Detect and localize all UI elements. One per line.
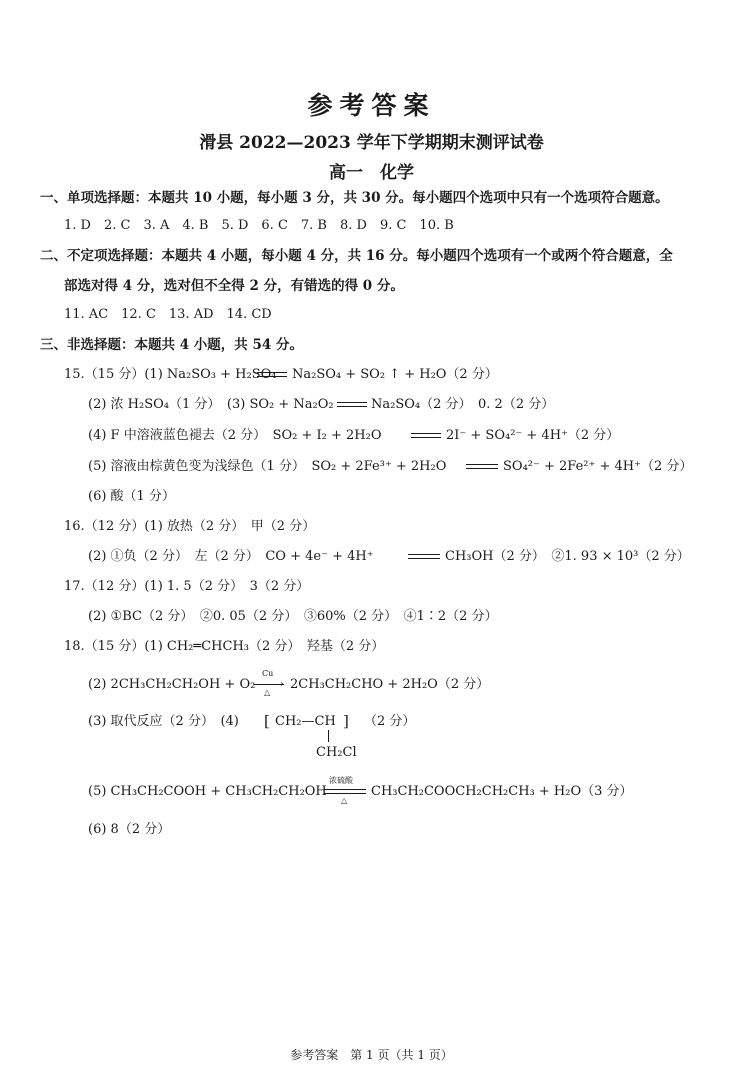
equals-sign <box>408 554 440 555</box>
heat-label: △ <box>341 796 348 805</box>
q15-line1-right: Na₂SO₄ + SO₂ ↑ + H₂O（2 分） <box>292 367 498 382</box>
polymer-bracket-right: ] <box>343 712 349 730</box>
polymer-bond <box>328 730 329 742</box>
polymer-side-chain: CH₂Cl <box>316 745 357 760</box>
equals-sign <box>411 433 441 434</box>
q15-line2-right: Na₂SO₄（2 分） 0. 2（2 分） <box>371 397 555 412</box>
q15-line5: (6) 酸（1 分） <box>88 489 175 504</box>
section-1-answers: 1. D 2. C 3. A 4. B 5. D 6. C 7. B 8. D 9. C 10. B <box>64 218 454 233</box>
equals-sign <box>257 376 287 377</box>
arrow-head-icon: › <box>280 679 284 690</box>
q15-line1-left: 15.（15 分）(1) Na₂SO₃ + H₂SO₄ <box>64 367 277 382</box>
q18-line2-right: 2CH₃CH₂CHO + 2H₂O（2 分） <box>290 677 490 692</box>
equals-sign <box>408 558 440 559</box>
equals-sign <box>337 406 367 407</box>
section-2-answers: 11. AC 12. C 13. AD 14. CD <box>64 307 272 322</box>
reaction-arrow-forward <box>324 789 366 790</box>
q15-line3-right: 2I⁻ + SO₄²⁻ + 4H⁺（2 分） <box>446 428 620 443</box>
equals-sign <box>257 372 287 373</box>
section-3-heading: 三、非选择题：本题共 4 小题，共 54 分。 <box>40 337 303 353</box>
exam-title: 滑县 2022—2023 学年下学期期末测评试卷 <box>199 133 544 153</box>
section-2-heading-2: 部选对得 4 分，选对但不全得 2 分，有错选的得 0 分。 <box>64 278 404 294</box>
q17-line1: 17.（12 分）(1) 1. 5（2 分） 3（2 分） <box>64 579 310 594</box>
q17-line2: (2) ①BC（2 分） ②0. 05（2 分） ③60%（2 分） ④1∶2（2 分） <box>88 609 498 624</box>
q15-line2-left: (2) 浓 H₂SO₄（1 分） (3) SO₂ + Na₂O₂ <box>88 397 334 412</box>
reaction-arrow-reverse <box>324 793 366 794</box>
q18-line5-right: CH₃CH₂COOCH₂CH₂CH₃ + H₂O（3 分） <box>371 784 633 799</box>
section-1-heading: 一、单项选择题：本题共 10 小题，每小题 3 分，共 30 分。每小题四个选项中只有一个选项符合题意。 <box>40 190 669 206</box>
catalyst-label: Cu <box>262 669 274 678</box>
catalyst-label: 浓硫酸 <box>329 776 353 785</box>
q15-line4-left: (5) 溶液由棕黄色变为浅绿色（1 分） SO₂ + 2Fe³⁺ + 2H₂O <box>88 459 447 474</box>
heat-label: △ <box>264 688 271 697</box>
subject-title: 高一 化学 <box>329 163 414 183</box>
equals-sign <box>466 468 498 469</box>
equals-sign <box>337 402 367 403</box>
polymer-repeat-unit: CH₂—CH <box>275 714 336 729</box>
q18-line5-left: (5) CH₃CH₂COOH + CH₃CH₂CH₂OH <box>88 784 327 799</box>
polymer-bracket-left: [ <box>264 712 270 730</box>
q18-line1: 18.（15 分）(1) CH₂═CHCH₃（2 分） 羟基（2 分） <box>64 639 385 654</box>
q18-line3-score: （2 分） <box>364 714 416 729</box>
q16-line2-right: CH₃OH（2 分） ②1. 93 × 10³（2 分） <box>445 549 690 564</box>
section-2-heading-1: 二、不定项选择题：本题共 4 小题，每小题 4 分，共 16 分。每小题四个选项有一个或两个符合题意，全 <box>40 248 673 264</box>
q18-line2-left: (2) 2CH₃CH₂CH₂OH + O₂ <box>88 677 256 692</box>
q15-line3-left: (4) F 中溶液蓝色褪去（2 分） SO₂ + I₂ + 2H₂O <box>88 428 382 443</box>
answer-title: 参考答案 <box>307 91 436 120</box>
page-footer: 参考答案 第 1 页（共 1 页） <box>290 1048 453 1062</box>
equals-sign <box>466 464 498 465</box>
equals-sign <box>411 437 441 438</box>
q18-line3-left: (3) 取代反应（2 分） (4) <box>88 714 239 729</box>
q16-line1: 16.（12 分）(1) 放热（2 分） 甲（2 分） <box>64 519 316 534</box>
q16-line2-left: (2) ①负（2 分） 左（2 分） CO + 4e⁻ + 4H⁺ <box>88 549 374 564</box>
q15-line4-right: SO₄²⁻ + 2Fe²⁺ + 4H⁺（2 分） <box>503 459 693 474</box>
q18-line6: (6) 8（2 分） <box>88 822 171 837</box>
